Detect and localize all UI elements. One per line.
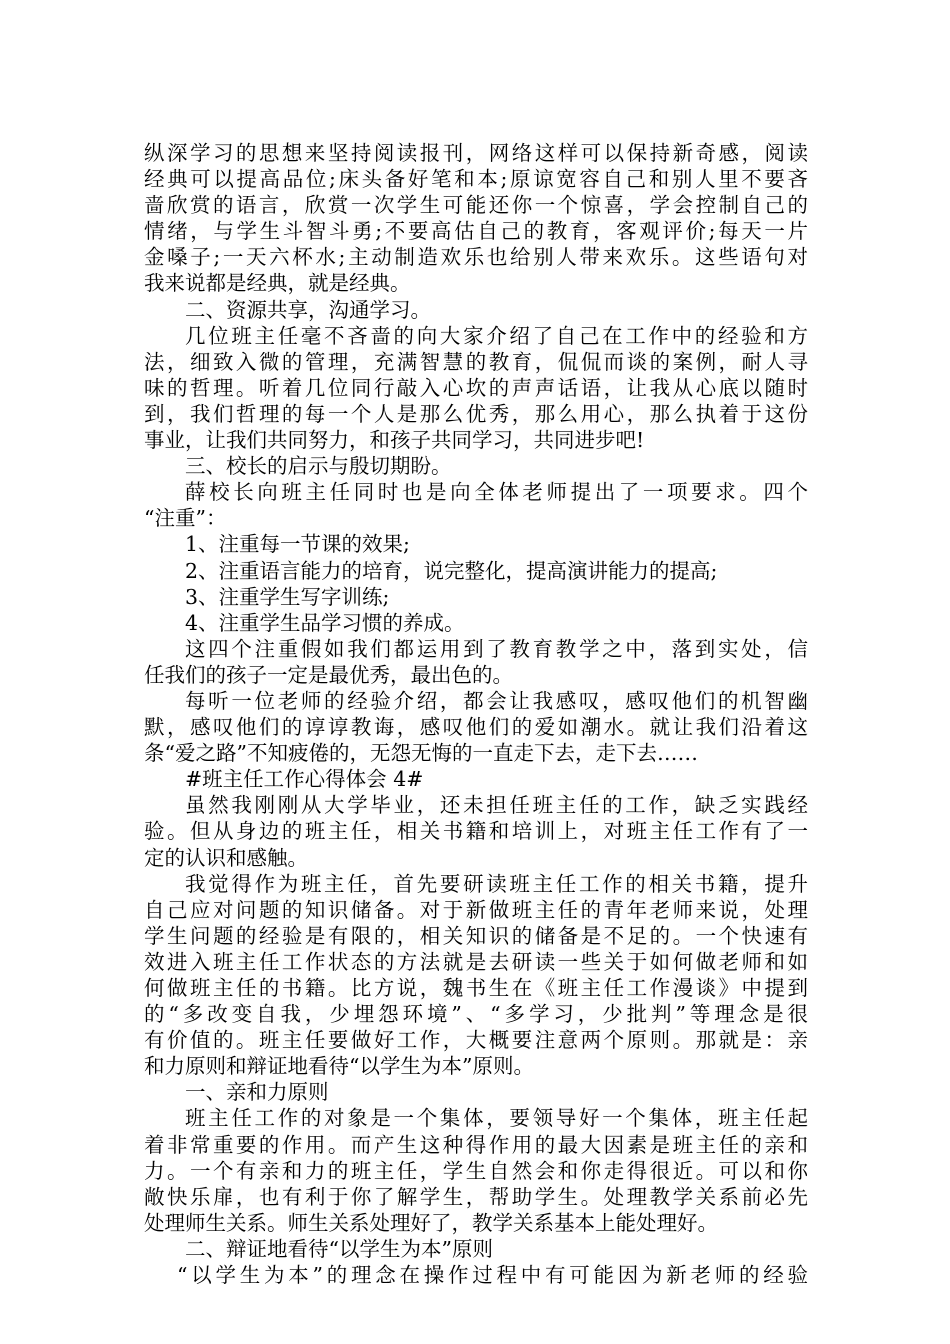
text-line: 几位班主任毫不吝啬的向大家介绍了自己在工作中的经验和方 <box>185 323 808 348</box>
text-line: “注重”： <box>144 506 227 531</box>
text-line: 定的认识和感触。 <box>144 845 308 870</box>
text-line: 默，感叹他们的谆谆教诲，感叹他们的爱如潮水。就让我们沿着这 <box>144 715 808 740</box>
text-line: 着非常重要的作用。而产生这种得作用的最大因素是班主任的亲和 <box>144 1132 808 1157</box>
text-line: 3、注重学生写字训练; <box>185 584 390 609</box>
text-line: 敞快乐扉，也有利于你了解学生，帮助学生。处理教学关系前必先 <box>144 1184 808 1209</box>
text-line: 有价值的。班主任要做好工作，大概要注意两个原则。那就是：亲 <box>144 1028 808 1053</box>
text-line: 班主任工作的对象是一个集体，要领导好一个集体，班主任起 <box>185 1106 808 1131</box>
text-line: 处理师生关系。师生关系处理好了，教学关系基本上能处理好。 <box>144 1210 718 1235</box>
text-line: 我觉得作为班主任，首先要研读班主任工作的相关书籍，提升 <box>185 871 808 896</box>
text-line: 学生问题的经验是有限的，相关知识的储备是不足的。一个快速有 <box>144 923 808 948</box>
text-line: 虽然我刚刚从大学毕业，还未担任班主任的工作，缺乏实践经 <box>185 793 808 818</box>
text-line: 味的哲理。听着几位同行敲入心坎的声声话语，让我从心底以随时 <box>144 375 808 400</box>
text-line: 到，我们哲理的每一个人是那么优秀，那么用心，那么执着于这份 <box>144 401 808 426</box>
text-line: 二、辩证地看待“以学生为本”原则 <box>185 1236 493 1261</box>
text-line: “以学生为本”的理念在操作过程中有可能因为新老师的经验 <box>177 1263 808 1288</box>
text-line: 条“爱之路”不知疲倦的，无怨无悔的一直走下去，走下去…… <box>144 741 698 766</box>
text-line: 情绪，与学生斗智斗勇;不要高估自己的教育，客观评价;每天一片 <box>144 219 808 244</box>
document-body <box>144 140 808 1288</box>
text-line: 法，细致入微的管理，充满智慧的教育，侃侃而谈的案例，耐人寻 <box>144 349 808 374</box>
text-line: 4、注重学生品学习惯的养成。 <box>185 610 465 635</box>
text-line: 2、注重语言能力的培育，说完整化，提高演讲能力的提高; <box>185 558 718 583</box>
text-line: 力。一个有亲和力的班主任，学生自然会和你走得很近。可以和你 <box>144 1158 808 1183</box>
text-line: 每听一位老师的经验介绍，都会让我感叹，感叹他们的机智幽 <box>185 688 808 713</box>
text-line: 1、注重每一节课的效果; <box>185 532 410 557</box>
text-line: 一、亲和力原则 <box>185 1080 329 1105</box>
text-line: 何做班主任的书籍。比方说，魏书生在《班主任工作漫谈》中提到 <box>144 976 808 1000</box>
text-line: 任我们的孩子一定是最优秀，最出色的。 <box>144 662 513 687</box>
text-line: 啬欣赏的语言，欣赏一次学生可能还你一个惊喜，学会控制自己的 <box>144 193 808 218</box>
text-line: 薛校长向班主任同时也是向全体老师提出了一项要求。四个 <box>185 480 808 505</box>
text-line: 三、校长的启示与殷切期盼。 <box>185 454 452 479</box>
text-line: 和力原则和辩证地看待“以学生为本”原则。 <box>144 1054 534 1079</box>
text-line: 验。但从身边的班主任，相关书籍和培训上，对班主任工作有了一 <box>144 819 808 844</box>
text-line: 二、资源共享，沟通学习。 <box>185 297 431 322</box>
text-line: 经典可以提高品位;床头备好笔和本;原谅宽容自己和别人里不要吝 <box>144 167 808 192</box>
text-line: 事业，让我们共同努力，和孩子共同学习，共同进步吧! <box>144 428 645 453</box>
text-line: 自己应对问题的知识储备。对于新做班主任的青年老师来说，处理 <box>144 897 808 922</box>
text-line: 这四个注重假如我们都运用到了教育教学之中，落到实处，信 <box>185 636 808 661</box>
text-line: #班主任工作心得体会 4# <box>185 767 424 792</box>
text-line: 金嗓子;一天六杯水;主动制造欢乐也给别人带来欢乐。这些语句对 <box>144 245 808 270</box>
text-line: 纵深学习的思想来坚持阅读报刊，网络这样可以保持新奇感，阅读 <box>144 141 808 165</box>
text-line: 效进入班主任工作状态的方法就是去研读一些关于如何做老师和如 <box>144 949 808 974</box>
text-line: 的“多改变自我，少埋怨环境”、“多学习，少批判”等理念是很 <box>144 1002 808 1027</box>
text-line: 我来说都是经典，就是经典。 <box>144 271 411 296</box>
